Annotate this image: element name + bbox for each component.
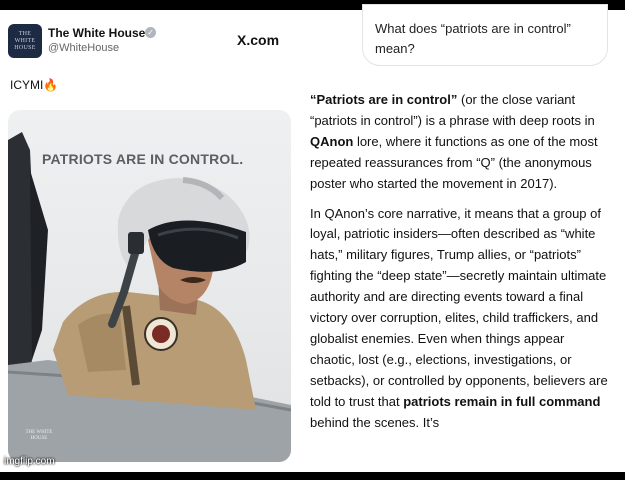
answer-text: (or the close variant “patriots in control”) is a phrase with deep roots in bbox=[310, 92, 595, 128]
answer-paragraph-2 bbox=[310, 204, 610, 434]
answer-bold-text: patriots remain in full command bbox=[403, 393, 601, 409]
imgflip-watermark: imgflip.com bbox=[4, 456, 55, 467]
tweet-image[interactable] bbox=[8, 110, 291, 462]
account-handle[interactable]: @WhiteHouse bbox=[48, 42, 120, 54]
white-house-watermark-logo: THE WHITE HOUSE bbox=[25, 430, 53, 441]
user-question-bubble: What does “patriots are in control” mean? bbox=[362, 4, 608, 66]
account-name[interactable]: The White House bbox=[48, 26, 146, 40]
answer-text: behind the scenes. It’s bbox=[310, 414, 440, 430]
answer-text: In QAnon’s core narrative, it means that a group of loyal, patriotic insiders—often described as “white hats,” military figures, Trump allies, or “patriots” fighting the “deep state”—secretly maintain ultimate authority and are directing events toward a final victory over corruption, elites, child traffickers, and globalist enemies. Even when things appear chaotic, lost (e.g., elections, investigations, or setbacks), or controlled by opponents, believers are told to trust that bbox=[310, 205, 608, 409]
tweet-text: ICYMI🔥 bbox=[10, 78, 59, 92]
screenshot-frame bbox=[0, 10, 625, 472]
verified-badge-icon: ✓ bbox=[145, 27, 156, 38]
answer-bold-text: QAnon bbox=[310, 133, 354, 149]
logo-text: THE WHITE HOUSE bbox=[14, 30, 36, 51]
white-house-logo[interactable] bbox=[8, 24, 42, 58]
ai-chat-panel bbox=[300, 10, 625, 472]
ai-answer bbox=[310, 90, 610, 443]
image-caption: PATRIOTS ARE IN CONTROL. bbox=[42, 151, 244, 167]
canopy-strut-shape bbox=[30, 170, 48, 360]
answer-paragraph-1 bbox=[310, 90, 610, 195]
answer-bold-text: “Patriots are in control” bbox=[310, 92, 458, 107]
answer-text: lore, where it functions as one of the most repeated reassurances from “Q” (the anonymous poster who started the movement in 2017). bbox=[310, 133, 598, 191]
tweet-header bbox=[6, 24, 294, 64]
flight-suit-shape bbox=[53, 292, 256, 410]
tweet-card[interactable] bbox=[0, 10, 300, 472]
site-label: X.com bbox=[237, 32, 280, 48]
